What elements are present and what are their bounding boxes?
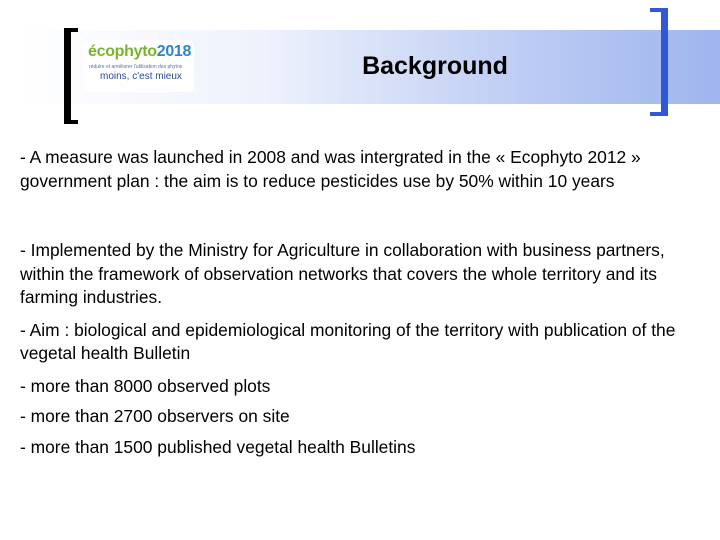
left-bracket-decoration xyxy=(64,28,78,124)
paragraph-measure: - A measure was launched in 2008 and was intergrated in the « Ecophyto 2012 » government plan : the aim is to reduce pesticides use by 50% within 10 years xyxy=(20,147,641,191)
right-bracket-decoration xyxy=(650,8,668,116)
paragraph-plots: - more than 8000 observed plots xyxy=(20,375,271,396)
logo-name-eco: écophyto xyxy=(88,43,157,60)
logo-name-year: 2018 xyxy=(156,43,192,60)
logo-small-text: réduire et améliorer l'utilisation des phytos xyxy=(89,64,183,70)
slide-title: Background xyxy=(362,52,508,80)
paragraph-implementation: - Implemented by the Ministry for Agriculture in collaboration with business partners, within the framework of observation networks that covers the whole territory and its farming industries. xyxy=(20,240,665,307)
paragraph-bulletins: - more than 1500 published vegetal health Bulletins xyxy=(20,436,416,457)
logo-slogan: moins, c'est mieux xyxy=(100,71,182,82)
paragraph-aim: - Aim : biological and epidemiological monitoring of the territory with publication of the vegetal health Bulletin xyxy=(20,319,676,363)
ecophyto-logo xyxy=(84,40,194,92)
logo-title xyxy=(88,43,191,61)
slide-content xyxy=(20,146,710,459)
paragraph-observers: - more than 2700 observers on site xyxy=(20,406,290,426)
